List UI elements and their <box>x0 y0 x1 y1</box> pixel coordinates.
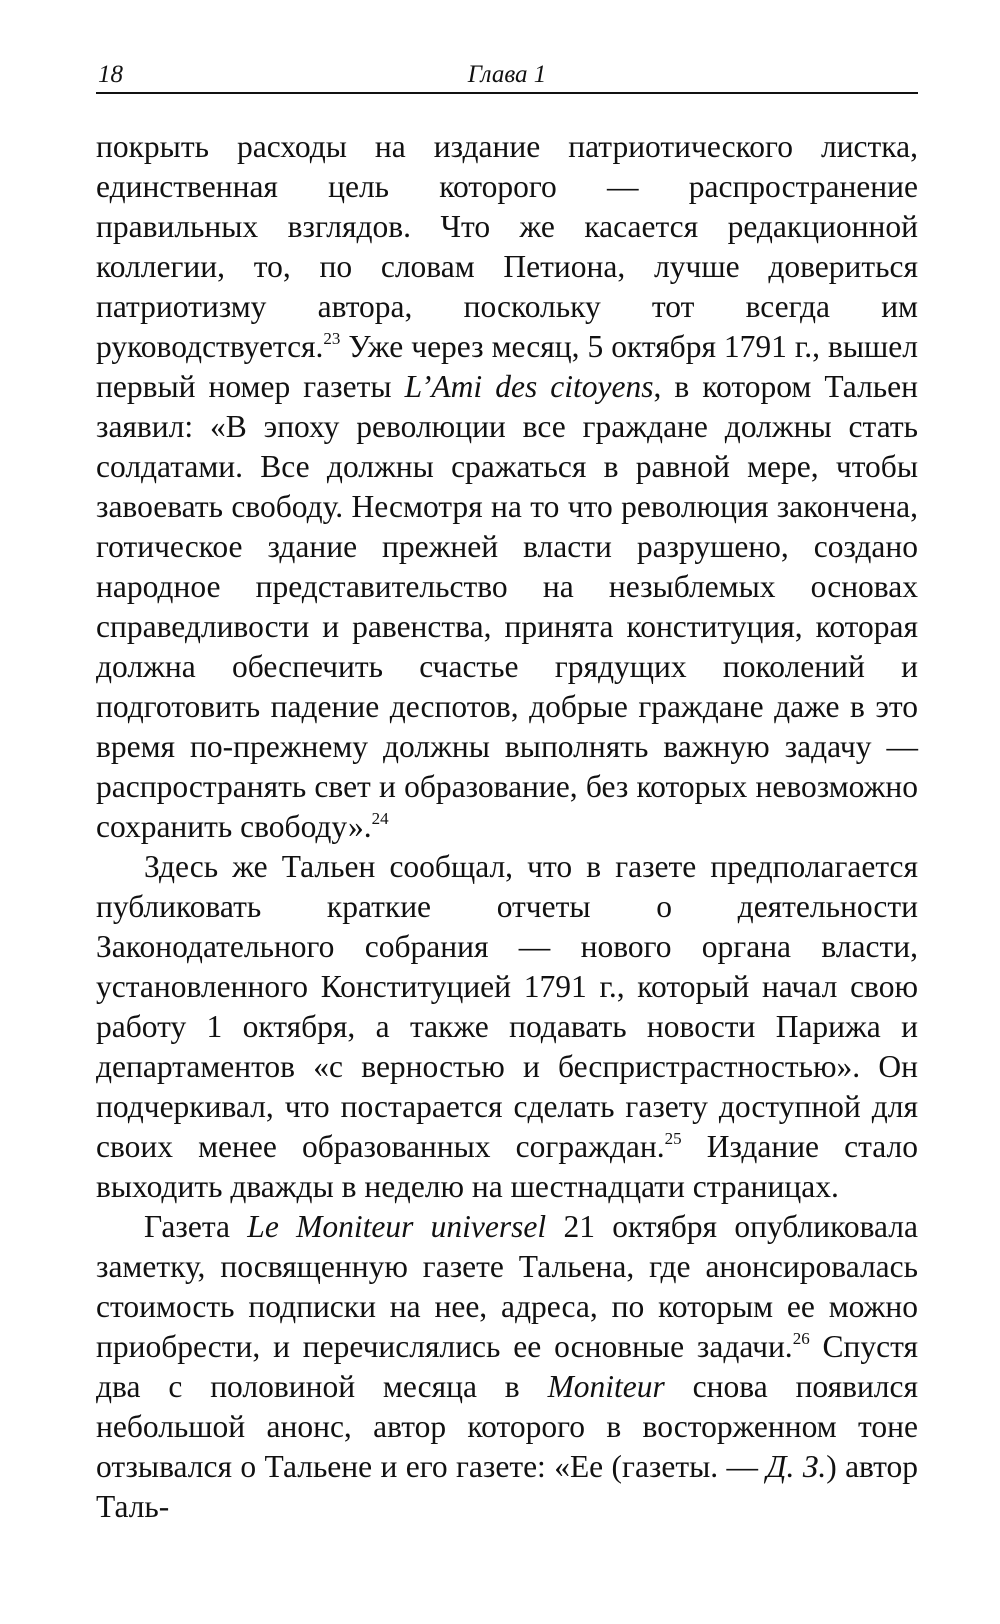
footnote-ref-26: 26 <box>792 1329 810 1348</box>
paragraph-1 <box>96 127 918 847</box>
paragraph-3 <box>96 1207 918 1527</box>
text-run: ) автор Таль- <box>96 1449 918 1524</box>
text-run: снова появился небольшой анонс, автор которого в восторженном тоне отзывался о Тальене и его газете: «Ее (газеты. — <box>96 1369 918 1484</box>
page-number: 18 <box>98 61 123 88</box>
footnote-ref-25: 25 <box>664 1129 682 1148</box>
newspaper-title: L’Ami des citoyens <box>404 369 654 404</box>
text-run: Уже через месяц, 5 октября 1791 г., вышел первый номер газеты <box>96 329 918 404</box>
text-run: Газета <box>144 1209 248 1244</box>
newspaper-title: Le Moniteur universel <box>247 1209 547 1244</box>
body-text <box>96 127 918 1527</box>
footnote-ref-23: 23 <box>323 329 341 348</box>
author-initials: Д. З. <box>766 1449 827 1484</box>
chapter-title: Глава 1 <box>467 61 547 88</box>
text-run: Здесь же Тальен сообщал, что в газете предполагается публиковать краткие отчеты о деятельности Законодательного собрания — нового органа власти, установленного Конституцией 1791 г., который начал свою работу 1 октября, а также подавать новости Парижа и департаментов «с верностью и беспристрастностью». Он подчеркивал, что постарается сделать газету доступной для своих менее образованных сограждан. <box>96 849 918 1164</box>
text-run: Спустя два с половиной месяца в <box>96 1329 918 1404</box>
text-run: Издание стало выходить дважды в неделю на шестнадцати страницах. <box>96 1129 919 1204</box>
running-head <box>96 58 918 94</box>
newspaper-title: Moniteur <box>547 1369 665 1404</box>
paragraph-2 <box>96 847 918 1207</box>
text-run: 21 октября опубликовала заметку, посвященную газете Тальена, где анонсировалась стоимость подписки на нее, адреса, по которым ее можно приобрести, и перечислялись ее основные задачи. <box>96 1209 918 1364</box>
text-run: покрыть расходы на издание патриотического листка, единственная цель которого — распространение правильных взглядов. Что же касается редакционной коллегии, то, по словам Петиона, лучше довериться патриотизму автора, поскольку тот всегда им руководствуется. <box>96 129 918 364</box>
footnote-ref-24: 24 <box>371 809 389 828</box>
text-run: , в котором Тальен заявил: «В эпоху революции все граждане должны стать солдатами. Все должны сражаться в равной мере, чтобы завоевать свободу. Несмотря на то что революция закончена, готическое здание прежней власти разрушено, создано народное представительство на незыблемых основах справедливости и равенства, принята конституция, которая должна обеспечить счастье грядущих поколений и подготовить падение деспотов, добрые граждане даже в это время по-прежнему должны выполнять важную задачу — распространять свет и образование, без которых невозможно сохранить свободу». <box>96 369 918 844</box>
